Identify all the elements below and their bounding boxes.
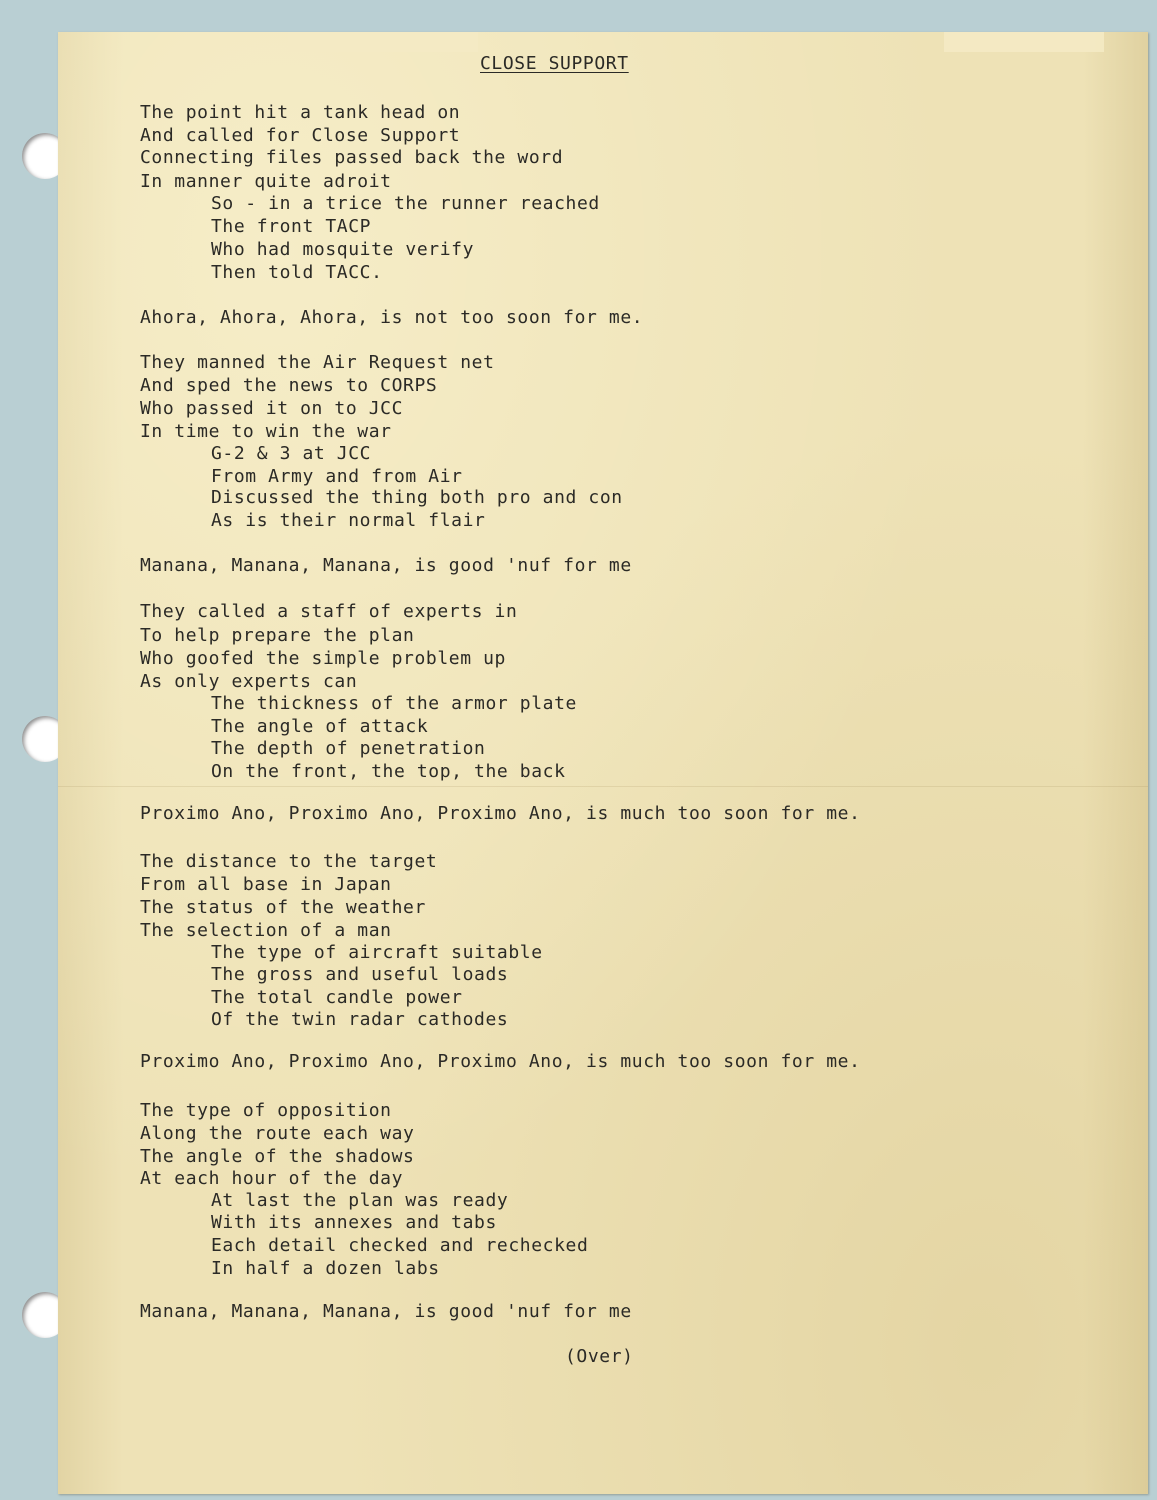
verse-line: The thickness of the armor plate (211, 693, 577, 714)
verse-line: The type of aircraft suitable (211, 942, 543, 963)
verse-line: The total candle power (211, 987, 463, 1008)
verse-line: They manned the Air Request net (140, 352, 495, 373)
verse-line: The angle of the shadows (140, 1146, 415, 1167)
verse-line: The status of the weather (140, 897, 426, 918)
verse-line: From all base in Japan (140, 874, 392, 895)
verse-line: Who passed it on to JCC (140, 398, 404, 419)
verse-line: With its annexes and tabs (211, 1212, 497, 1233)
verse-line: So - in a trice the runner reached (211, 193, 600, 214)
verse-line: From Army and from Air (211, 466, 463, 487)
refrain-line: Proximo Ano, Proximo Ano, Proximo Ano, is much too soon for me. (140, 1051, 861, 1072)
verse-line: Connecting files passed back the word (140, 147, 564, 168)
refrain-line: Proximo Ano, Proximo Ano, Proximo Ano, is much too soon for me. (140, 803, 861, 824)
verse-line: The front TACP (211, 216, 372, 237)
verse-line: The type of opposition (140, 1100, 392, 1121)
verse-line: In manner quite adroit (140, 171, 392, 192)
verse-line: Each detail checked and rechecked (211, 1235, 589, 1256)
verse-line: The distance to the target (140, 851, 438, 872)
verse-line: And sped the news to CORPS (140, 375, 438, 396)
verse-line: The selection of a man (140, 920, 392, 941)
verse-line: As is their normal flair (211, 510, 486, 531)
verse-line: Discussed the thing both pro and con (211, 487, 623, 508)
verse-line: Of the twin radar cathodes (211, 1009, 509, 1030)
verse-line: At last the plan was ready (211, 1190, 509, 1211)
refrain-line: Ahora, Ahora, Ahora, is not too soon for me. (140, 307, 644, 328)
verse-line: The angle of attack (211, 716, 429, 737)
refrain-line: Manana, Manana, Manana, is good 'nuf for me (140, 1301, 632, 1322)
verse-line: The depth of penetration (211, 738, 486, 759)
verse-line: On the front, the top, the back (211, 761, 566, 782)
verse-line: And called for Close Support (140, 125, 461, 146)
verse-line: In half a dozen labs (211, 1258, 440, 1279)
verse-line: To help prepare the plan (140, 625, 415, 646)
page-title: CLOSE SUPPORT (480, 53, 629, 74)
verse-line: As only experts can (140, 671, 358, 692)
verse-line: Along the route each way (140, 1123, 415, 1144)
refrain-line: Manana, Manana, Manana, is good 'nuf for me (140, 555, 632, 576)
verse-line: Who goofed the simple problem up (140, 648, 506, 669)
verse-line: In time to win the war (140, 421, 392, 442)
verse-line: Then told TACC. (211, 262, 383, 283)
verse-line: At each hour of the day (140, 1168, 404, 1189)
verse-line: G-2 & 3 at JCC (211, 443, 372, 464)
verse-line: Who had mosquite verify (211, 239, 475, 260)
verse-line: The point hit a tank head on (140, 102, 461, 123)
verse-line: They called a staff of experts in (140, 601, 518, 622)
continued-over-note: (Over) (565, 1346, 634, 1367)
verse-line: The gross and useful loads (211, 964, 509, 985)
